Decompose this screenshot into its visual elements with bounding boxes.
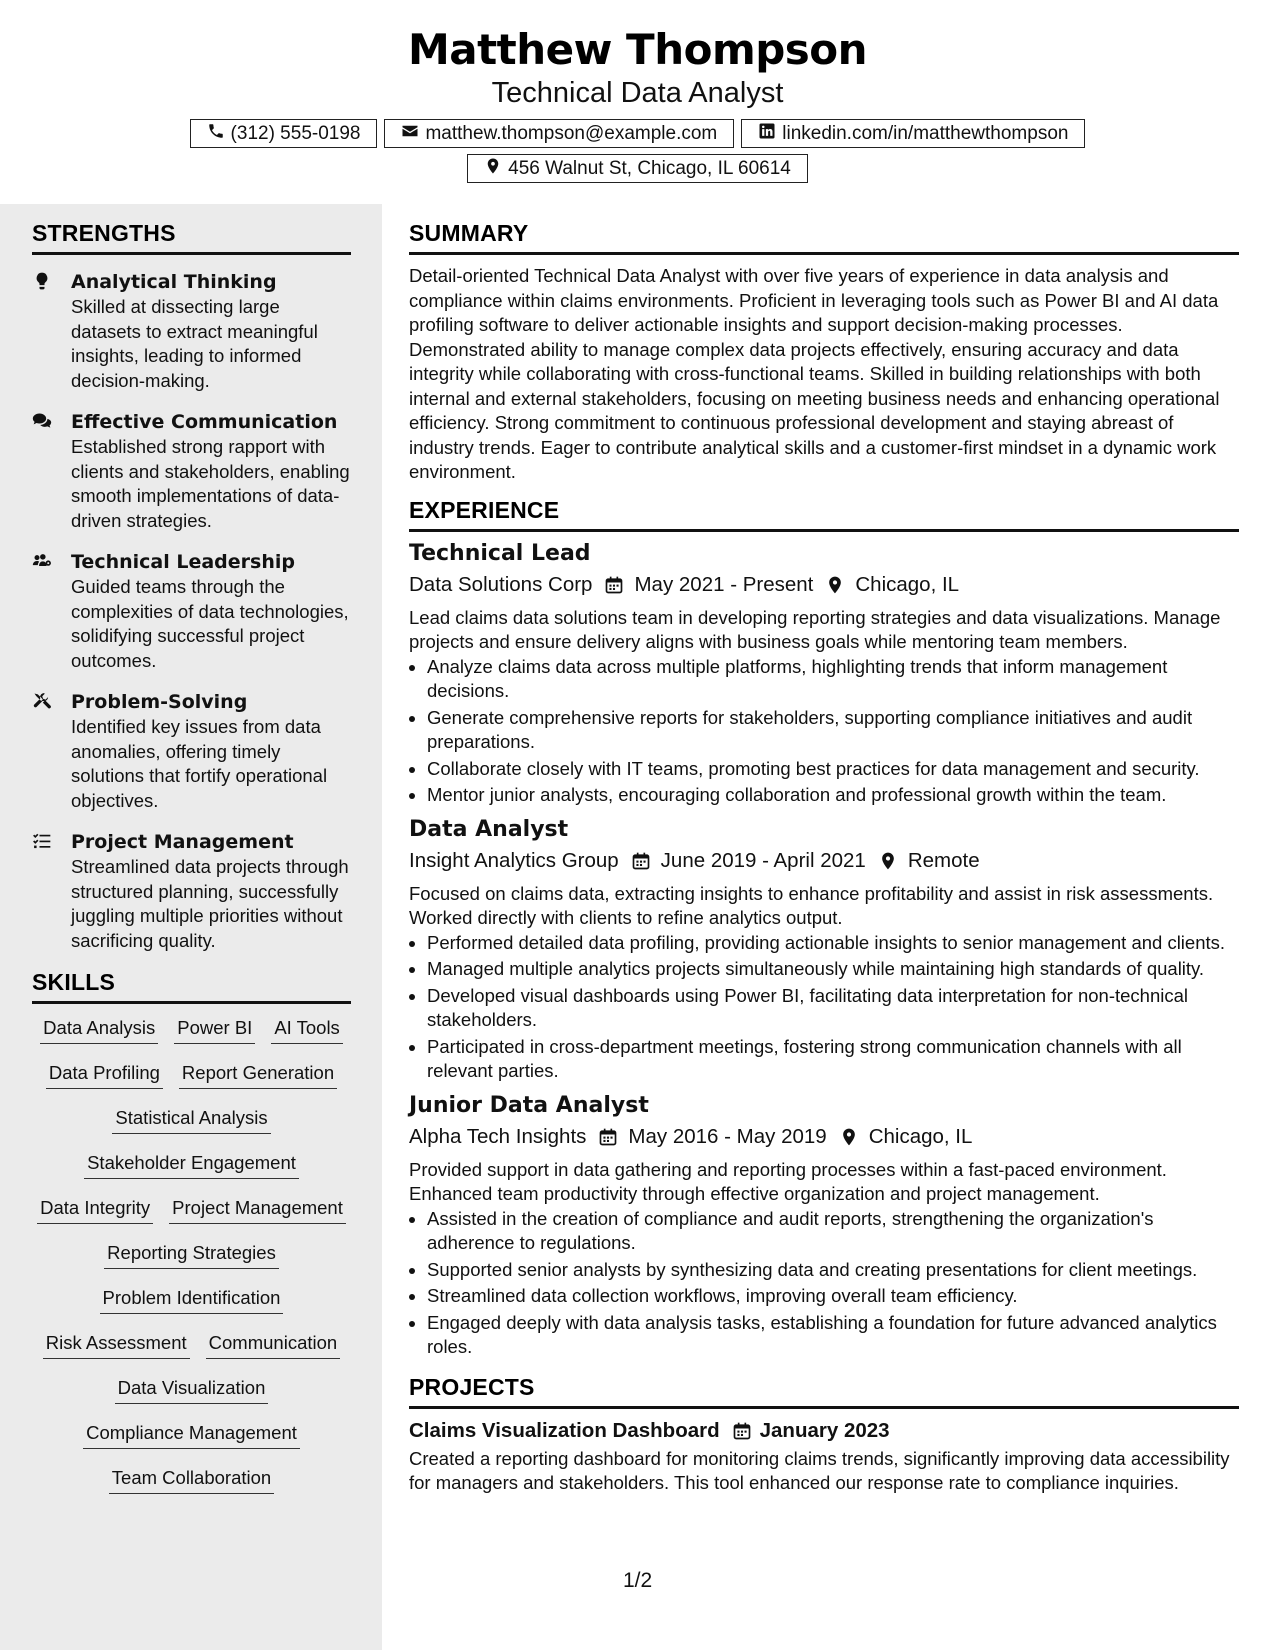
job-description: Provided support in data gathering and reporting processes within a fast-paced environment. Enhanced team productivity through effective organization and project management. <box>409 1158 1167 1204</box>
job-bullet: • Participated in cross-department meetings, fostering strong communication channels with all relevant parties. <box>427 1035 1239 1084</box>
company-name: Data Solutions Corp <box>409 572 593 596</box>
skill-row <box>32 1331 351 1359</box>
skill-row <box>32 1286 351 1314</box>
strength-name: Analytical Thinking <box>71 271 277 293</box>
job-bullets <box>409 931 1239 1084</box>
strength-item <box>32 689 351 813</box>
job-bullet: • Generate comprehensive reports for stakeholders, supporting compliance initiatives and audit preparations. <box>427 706 1239 755</box>
skill-row <box>32 1151 351 1179</box>
map-pin-icon <box>878 851 898 871</box>
job-entry <box>409 539 1239 808</box>
address-chip <box>467 154 808 183</box>
skill-tag: Data Visualization <box>115 1376 269 1404</box>
skill-tag: Reporting Strategies <box>104 1241 279 1269</box>
project-name: Claims Visualization Dashboard <box>409 1418 720 1442</box>
contact-row <box>0 119 1275 148</box>
calendar-icon <box>732 1421 752 1441</box>
strength-item <box>32 269 351 393</box>
lightbulb-icon <box>32 269 71 393</box>
candidate-title: Technical Data Analyst <box>491 77 784 109</box>
tools-icon <box>32 689 71 813</box>
job-bullet: • Engaged deeply with data analysis tasks, establishing a foundation for future advanced analytics roles. <box>427 1311 1239 1360</box>
project-date: January 2023 <box>759 1418 890 1442</box>
skill-row <box>32 1196 351 1224</box>
skill-row <box>32 1241 351 1269</box>
skill-tag: Compliance Management <box>83 1421 300 1449</box>
job-bullet: • Analyze claims data across multiple platforms, highlighting trends that inform management decisions. <box>427 655 1239 704</box>
resume-header <box>0 0 1275 204</box>
skill-row <box>32 1061 351 1089</box>
candidate-name: Matthew Thompson <box>407 25 868 74</box>
job-dates: May 2021 - Present <box>634 572 814 596</box>
job-bullet: • Assisted in the creation of compliance and audit reports, strengthening the organization's adherence to regulations. <box>427 1207 1239 1256</box>
job-entry <box>409 1091 1239 1360</box>
sidebar <box>0 204 382 1650</box>
email-chip[interactable] <box>384 119 734 148</box>
list-check-icon <box>32 829 71 953</box>
project-entry <box>409 1417 1239 1496</box>
strength-name: Technical Leadership <box>71 551 295 573</box>
strengths-heading: STRENGTHS <box>32 220 351 255</box>
company-name: Insight Analytics Group <box>409 848 619 872</box>
skill-tag: Problem Identification <box>100 1286 284 1314</box>
job-location: Remote <box>907 848 980 872</box>
job-location: Chicago, IL <box>855 572 960 596</box>
strength-desc: Guided teams through the complexities of data technologies, solidifying successful project outcomes. <box>71 576 349 671</box>
skill-row <box>32 1421 351 1449</box>
job-bullet: • Developed visual dashboards using Power BI, facilitating data interpretation for non-technical stakeholders. <box>427 984 1239 1033</box>
job-title: Data Analyst <box>409 816 569 842</box>
job-dates: June 2019 - April 2021 <box>660 848 866 872</box>
email-text: matthew.thompson@example.com <box>425 122 718 144</box>
job-bullet: • Managed multiple analytics projects simultaneously while maintaining high standards of quality. <box>427 957 1239 982</box>
page-number: 1/2 <box>623 1569 653 1592</box>
calendar-icon <box>631 851 651 871</box>
main-column <box>409 204 1239 1496</box>
project-description: Created a reporting dashboard for monitoring claims trends, significantly improving data accessibility for managers and stakeholders. This tool enhanced our response rate to compliance inquiries. <box>409 1447 1230 1493</box>
skill-tag: Communication <box>206 1331 341 1359</box>
job-description: Focused on claims data, extracting insights to enhance profitability and assist in risk assessments. Worked directly with clients to refine analytics output. <box>409 882 1214 928</box>
strength-desc: Established strong rapport with clients and stakeholders, enabling smooth implementations of data-driven strategies. <box>71 436 350 531</box>
skill-tag: AI Tools <box>271 1016 342 1044</box>
calendar-icon <box>598 1127 618 1147</box>
skill-tag: Data Profiling <box>46 1061 163 1089</box>
job-bullets <box>409 655 1239 808</box>
envelope-icon <box>401 122 419 146</box>
strength-item <box>32 409 351 533</box>
address-row <box>0 154 1275 183</box>
comments-icon <box>32 409 71 533</box>
map-pin-icon <box>484 157 502 181</box>
job-location: Chicago, IL <box>868 1124 973 1148</box>
job-bullet: • Collaborate closely with IT teams, promoting best practices for data management and security. <box>427 757 1239 782</box>
strength-name: Project Management <box>71 831 294 853</box>
strength-desc: Skilled at dissecting large datasets to extract meaningful insights, leading to informed decision-making. <box>71 296 318 391</box>
job-bullets <box>409 1207 1239 1360</box>
job-meta <box>409 1122 1239 1152</box>
map-pin-icon <box>839 1127 859 1147</box>
skill-row <box>32 1466 351 1494</box>
phone-chip[interactable] <box>190 119 378 148</box>
skill-tag: Team Collaboration <box>109 1466 274 1494</box>
job-meta <box>409 570 1239 600</box>
skills-heading: SKILLS <box>32 969 351 1004</box>
skill-tag: Project Management <box>169 1196 346 1224</box>
strength-name: Problem-Solving <box>71 691 248 713</box>
experience-heading: EXPERIENCE <box>409 497 1239 532</box>
calendar-icon <box>604 575 624 595</box>
skill-tag: Stakeholder Engagement <box>84 1151 299 1179</box>
linkedin-text: linkedin.com/in/matthewthompson <box>782 122 1069 144</box>
strength-item <box>32 829 351 953</box>
skill-tag: Statistical Analysis <box>112 1106 270 1134</box>
address-text: 456 Walnut St, Chicago, IL 60614 <box>508 157 791 179</box>
skill-tag: Risk Assessment <box>43 1331 190 1359</box>
projects-heading: PROJECTS <box>409 1374 1239 1409</box>
job-bullet: • Supported senior analysts by synthesizing data and creating presentations for client meetings. <box>427 1258 1239 1283</box>
company-name: Alpha Tech Insights <box>409 1124 587 1148</box>
strengths-list <box>32 269 351 953</box>
skills-list <box>32 1016 351 1494</box>
skill-row <box>32 1376 351 1404</box>
linkedin-chip[interactable] <box>741 119 1085 148</box>
skill-tag: Data Analysis <box>40 1016 158 1044</box>
users-gear-icon <box>32 549 71 673</box>
map-pin-icon <box>825 575 845 595</box>
job-bullet: • Performed detailed data profiling, providing actionable insights to senior management and clients. <box>427 931 1239 956</box>
linkedin-icon <box>758 122 776 146</box>
strength-desc: Identified key issues from data anomalies, offering timely solutions that fortify operational objectives. <box>71 716 328 811</box>
project-header <box>409 1417 1239 1445</box>
job-bullet: • Streamlined data collection workflows, improving overall team efficiency. <box>427 1284 1239 1309</box>
summary-heading: SUMMARY <box>409 220 1239 255</box>
strength-name: Effective Communication <box>71 411 338 433</box>
skill-row <box>32 1016 351 1044</box>
job-description: Lead claims data solutions team in developing reporting strategies and data visualizations. Manage projects and ensure delivery aligns with business goals while mentoring team members. <box>409 606 1221 652</box>
job-title: Junior Data Analyst <box>409 1092 649 1118</box>
skill-tag: Power BI <box>174 1016 255 1044</box>
summary-text: Detail-oriented Technical Data Analyst with over five years of experience in data analysis and compliance within claims environments. Proficient in leveraging tools such as Power BI and AI data profiling software to deliver actionable insights and support decision-making processes. Demonstrated ability to manage complex data projects effectively, ensuring accuracy and data integrity while collaborating with cross-functional teams. Skilled in building relationships with both internal and external stakeholders, focusing on meeting business needs and enhancing operational efficiency. Strong commitment to continuous professional development and staying abreast of industry trends. Eager to contribute analytical skills and a customer-first mindset in a dynamic work environment. <box>409 265 1220 482</box>
job-entry <box>409 815 1239 1084</box>
skill-row <box>32 1106 351 1134</box>
job-bullet: • Mentor junior analysts, encouraging collaboration and professional growth within the team. <box>427 783 1239 808</box>
skill-tag: Report Generation <box>179 1061 337 1089</box>
job-title: Technical Lead <box>409 540 591 566</box>
strength-desc: Streamlined data projects through structured planning, successfully juggling multiple priorities without sacrificing quality. <box>71 856 349 951</box>
job-dates: May 2016 - May 2019 <box>628 1124 827 1148</box>
strength-item <box>32 549 351 673</box>
phone-icon <box>207 122 225 146</box>
phone-text: (312) 555-0198 <box>230 122 361 144</box>
skill-tag: Data Integrity <box>37 1196 153 1224</box>
job-meta <box>409 846 1239 876</box>
